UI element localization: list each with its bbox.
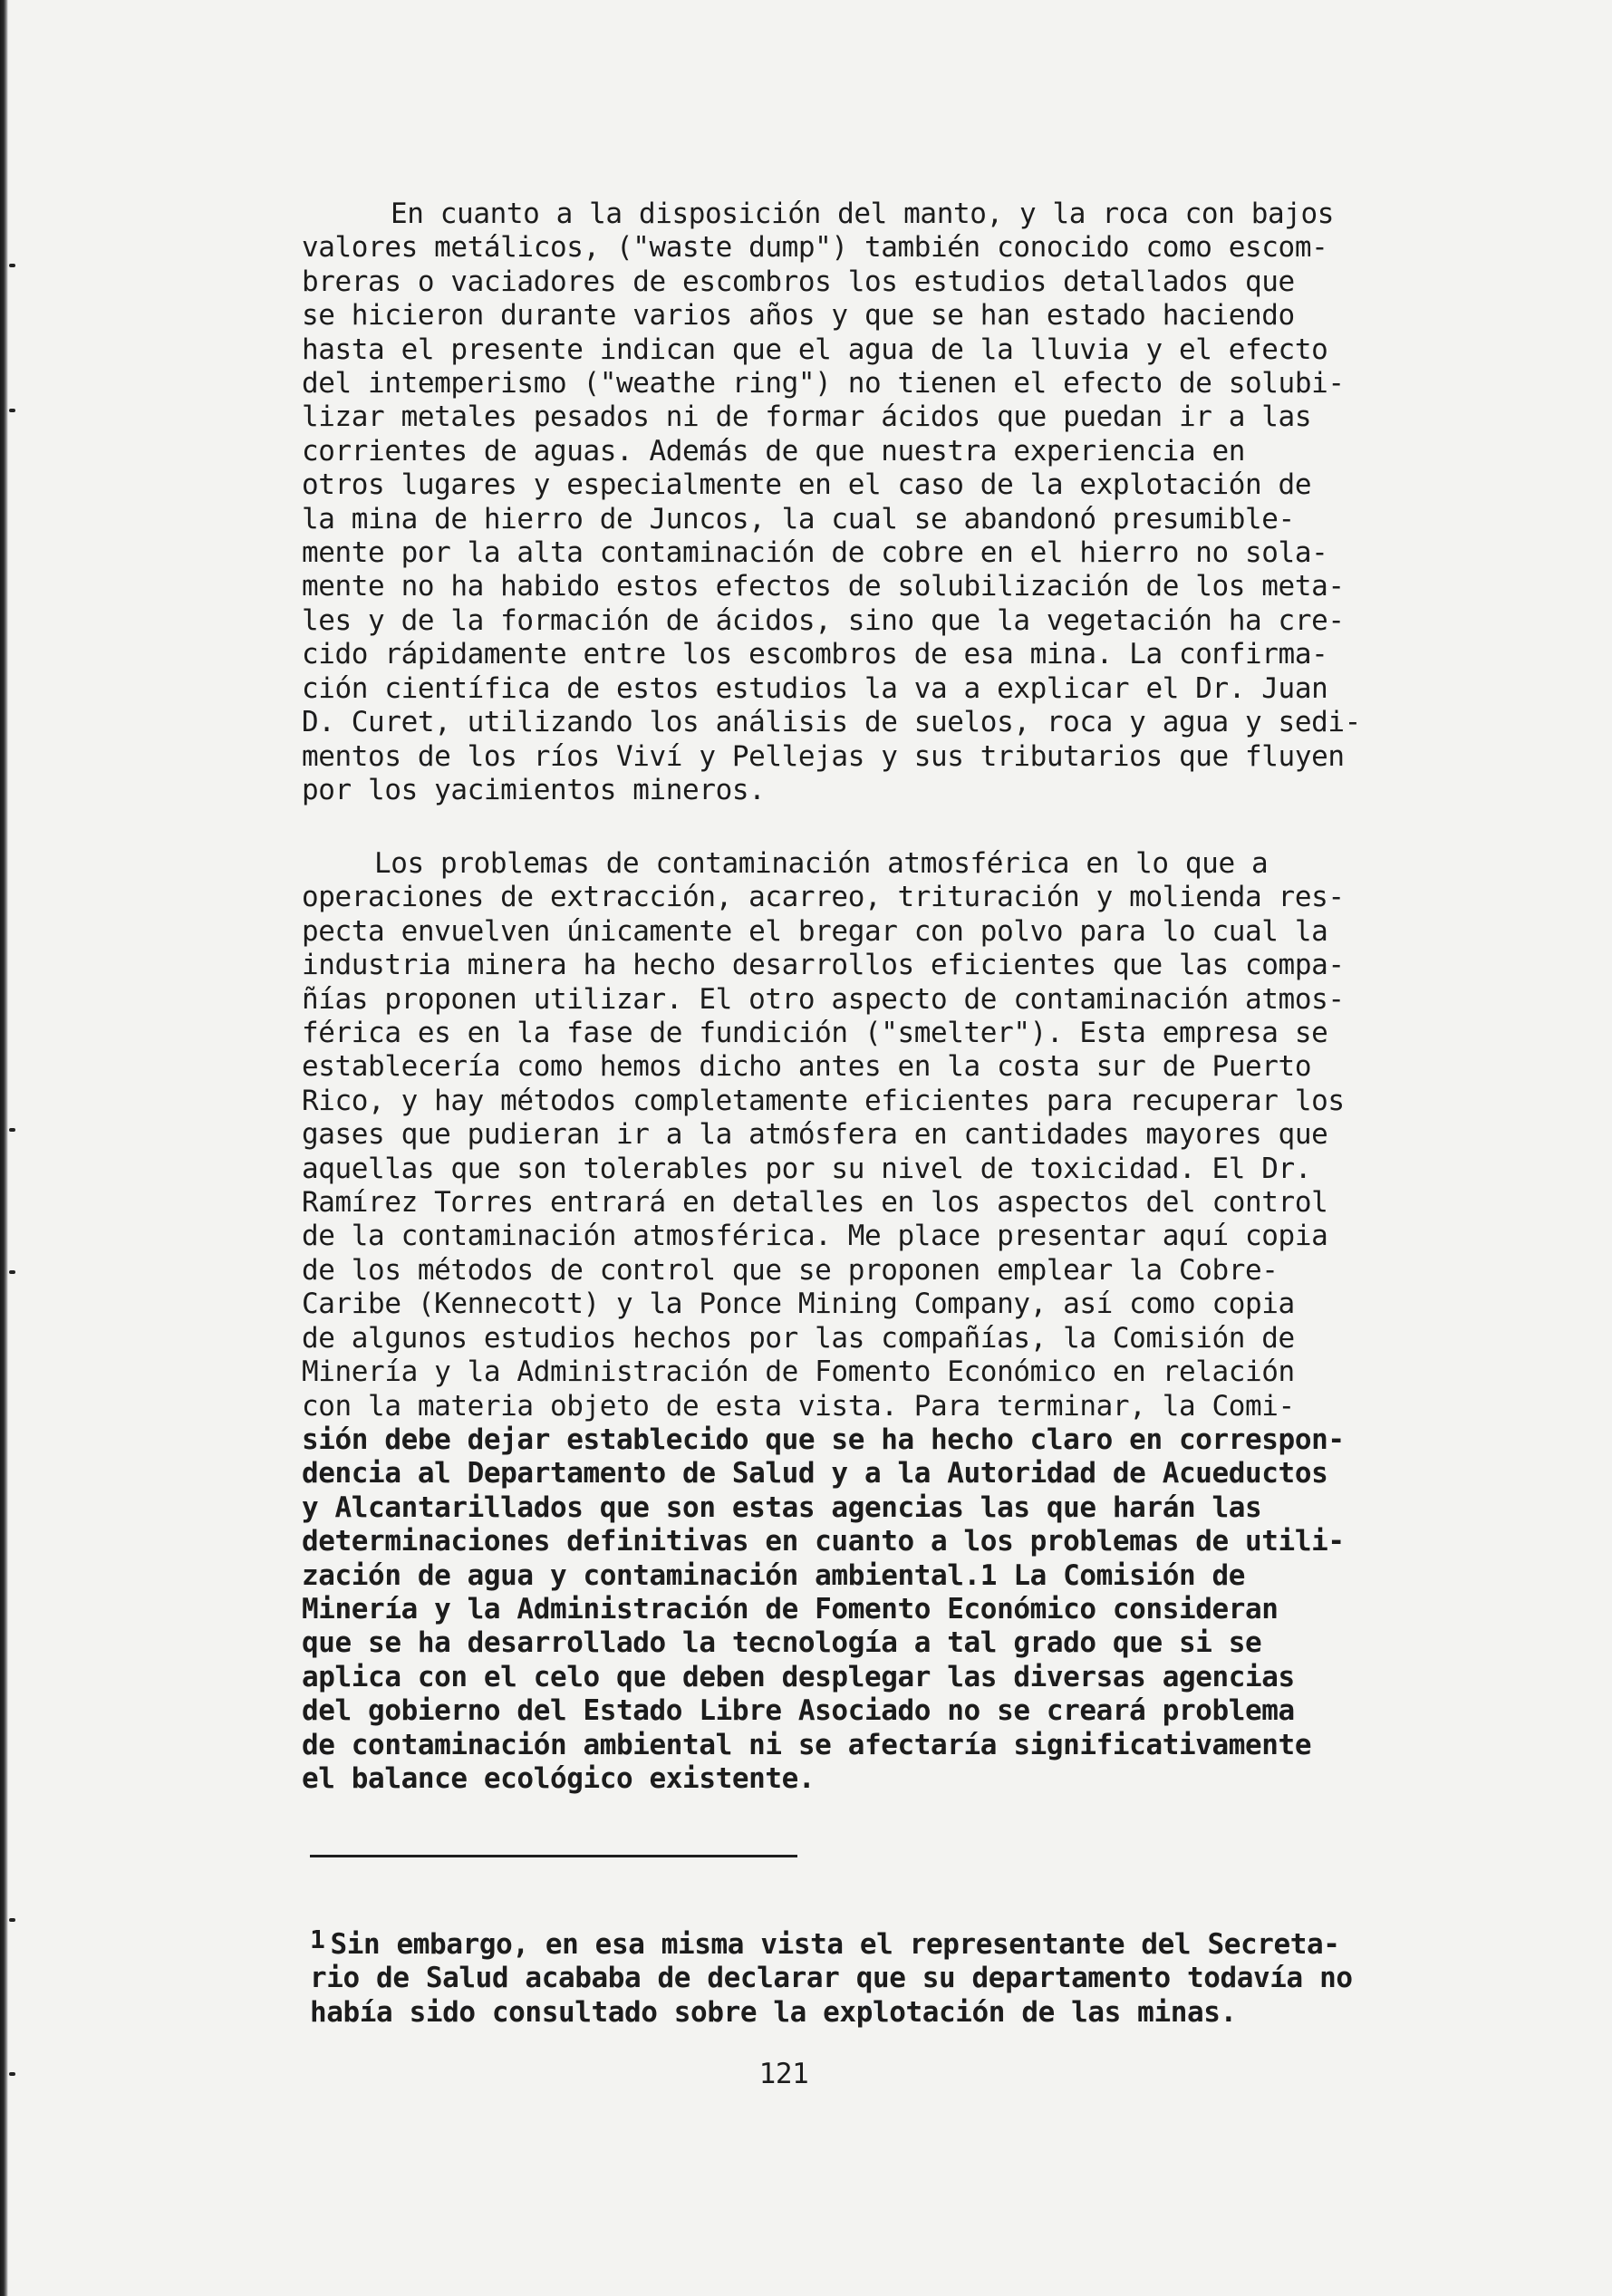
margin-speck (9, 1270, 15, 1274)
text-line: mente por la alta contaminación de cobre en el hierro no sola- (302, 536, 1328, 570)
page-binding-edge (0, 0, 8, 2296)
text-line: Minería y la Administración de Fomento Económico en relación (302, 1355, 1295, 1389)
text-line: lizar metales pesados ni de formar ácidos que puedan ir a las (302, 400, 1312, 434)
text-line: breras o vaciadores de escombros los estudios detallados que (302, 265, 1295, 298)
footnote-text: Sin embargo, en esa misma vista el representante del Secreta- (330, 1928, 1340, 1961)
text-line: Minería y la Administración de Fomento Económico consideran (302, 1592, 1279, 1626)
page-number: 121 (758, 2058, 809, 2090)
text-line: pecta envuelven únicamente el bregar con polvo para lo cual la (302, 914, 1328, 948)
text-line: industria minera ha hecho desarrollos eficientes que las compa- (302, 949, 1345, 982)
margin-speck (9, 1128, 15, 1132)
footnote-line: rio de Salud acababa de declarar que su departamento todavía no (310, 1962, 1353, 1995)
text-line: de algunos estudios hechos por las compañías, la Comisión de (302, 1321, 1295, 1355)
text-line: ñías proponen utilizar. El otro aspecto de contaminación atmos- (302, 982, 1345, 1016)
text-line: determinaciones definitivas en cuanto a los problemas de utili- (302, 1525, 1345, 1558)
text-line: En cuanto a la disposición del manto, y la roca con bajos (391, 198, 1335, 230)
footnote-divider (310, 1855, 797, 1857)
footnote-line: había sido consultado sobre la explotación de las minas. (310, 1995, 1237, 2029)
text-line: Rico, y hay métodos completamente eficientes para recuperar los (302, 1084, 1345, 1117)
text-line: férica es en la fase de fundición ("smelter"). Esta empresa se (302, 1017, 1328, 1050)
text-line: otros lugares y especialmente en el caso de la explotación de (302, 468, 1312, 502)
margin-speck (9, 264, 15, 267)
footnote-marker: 1 (310, 1925, 325, 1954)
text-line: por los yacimientos mineros. (302, 773, 766, 806)
text-line: zación de agua y contaminación ambiental.1 La Comisión de (302, 1558, 1246, 1592)
text-line: D. Curet, utilizando los análisis de suelos, roca y agua y sedi- (302, 706, 1361, 739)
paragraph-disposal (302, 198, 1403, 807)
margin-speck (9, 2072, 15, 2076)
text-line: ción científica de estos estudios la va a explicar el Dr. Juan (302, 671, 1328, 705)
text-line: establecería como hemos dicho antes en la costa sur de Puerto (302, 1050, 1312, 1084)
text-line: del gobierno del Estado Libre Asociado no se creará problema (302, 1694, 1295, 1728)
text-line: aquellas que son tolerables por su nivel de toxicidad. El Dr. (302, 1152, 1312, 1185)
text-line: Ramírez Torres entrará en detalles en los aspectos del control (302, 1186, 1328, 1220)
text-line: corrientes de aguas. Además de que nuestra experiencia en (302, 434, 1246, 468)
text-line: dencia al Departamento de Salud y a la Autoridad de Acueductos (302, 1457, 1328, 1490)
footnote-line (310, 1923, 1406, 1962)
text-line: Los problemas de contaminación atmosférica en lo que a (374, 847, 1269, 880)
text-line: mentos de los ríos Viví y Pellejas y sus tributarios que fluyen (302, 739, 1345, 773)
text-line: les y de la formación de ácidos, sino que la vegetación ha cre- (302, 603, 1345, 637)
text-line: gases que pudieran ir a la atmósfera en cantidades mayores que (302, 1118, 1328, 1152)
text-line: el balance ecológico existente. (302, 1761, 816, 1795)
text-line: de contaminación ambiental ni se afectaría significativamente (302, 1728, 1312, 1761)
text-line: del intemperismo ("weathe ring") no tienen el efecto de solubi- (302, 367, 1345, 400)
text-line: aplica con el celo que deben desplegar las diversas agencias (302, 1660, 1295, 1693)
text-line: mente no ha habido estos efectos de solubilización de los meta- (302, 570, 1345, 603)
footnote (310, 1923, 1406, 2030)
text-line: sión debe dejar establecido que se ha hecho claro en correspon- (302, 1423, 1345, 1456)
text-line: operaciones de extracción, acarreo, trituración y molienda res- (302, 881, 1345, 914)
text-line: de la contaminación atmosférica. Me place presentar aquí copia (302, 1220, 1328, 1253)
text-line: que se ha desarrollado la tecnología a tal grado que si se (302, 1626, 1262, 1660)
text-line: valores metálicos, ("waste dump") también conocido como escom- (302, 231, 1328, 265)
text-line: de los métodos de control que se proponen emplear la Cobre- (302, 1253, 1279, 1287)
margin-speck (9, 409, 15, 412)
text-line: Caribe (Kennecott) y la Ponce Mining Company, así como copia (302, 1288, 1295, 1321)
text-line: se hicieron durante varios años y que se han estado haciendo (302, 299, 1295, 333)
text-line: cido rápidamente entre los escombros de esa mina. La confirma- (302, 638, 1328, 671)
text-line: con la materia objeto de esta vista. Para terminar, la Comi- (302, 1389, 1295, 1423)
text-line: hasta el presente indican que el agua de la lluvia y el efecto (302, 333, 1328, 366)
margin-speck (9, 1918, 15, 1922)
text-line: la mina de hierro de Juncos, la cual se abandonó presumible- (302, 502, 1295, 535)
text-line: y Alcantarillados que son estas agencias las que harán las (302, 1490, 1262, 1524)
paragraph-air-pollution (302, 847, 1403, 1796)
